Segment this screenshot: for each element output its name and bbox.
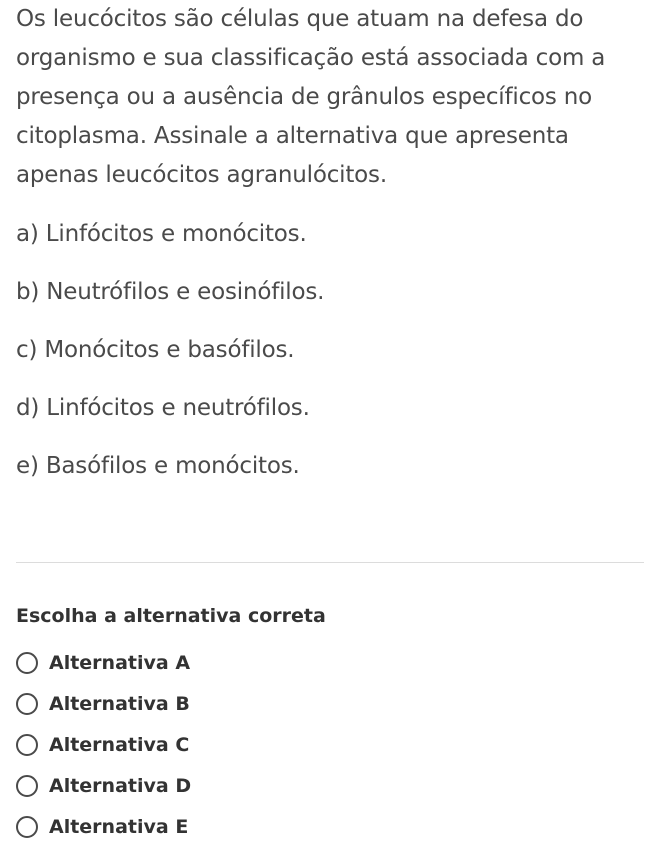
radio-label: Alternativa B: [49, 692, 190, 715]
question-options: [16, 215, 646, 486]
answer-section: [16, 604, 644, 847]
option-a: a) Linfócitos e monócitos.: [16, 221, 307, 247]
answer-prompt: Escolha a alternativa correta: [16, 605, 326, 627]
radio-circle-icon[interactable]: [16, 816, 38, 838]
question-block: [16, 0, 646, 505]
option-e: e) Basófilos e monócitos.: [16, 453, 300, 479]
radio-circle-icon[interactable]: [16, 775, 38, 797]
radio-alternativa-a[interactable]: [16, 642, 644, 683]
option-d: d) Linfócitos e neutrófilos.: [16, 395, 310, 421]
radio-alternativa-e[interactable]: [16, 806, 644, 847]
radio-label: Alternativa C: [49, 733, 190, 756]
radio-circle-icon[interactable]: [16, 734, 38, 756]
radio-circle-icon[interactable]: [16, 652, 38, 674]
radio-label: Alternativa A: [49, 651, 191, 674]
option-c: c) Monócitos e basófilos.: [16, 337, 295, 363]
radio-alternativa-b[interactable]: [16, 683, 644, 724]
option-b: b) Neutrófilos e eosinófilos.: [16, 279, 325, 305]
divider: [16, 562, 644, 563]
radio-label: Alternativa D: [49, 774, 192, 797]
radio-alternativa-d[interactable]: [16, 765, 644, 806]
question-text: Os leucócitos são células que atuam na defesa do organismo e sua classificação está associada com a presença ou a ausência de grânulos específicos no citoplasma. Assinale a alternativa que apresenta apenas leucócitos agranulócitos.: [16, 6, 606, 188]
radio-alternativa-c[interactable]: [16, 724, 644, 765]
radio-circle-icon[interactable]: [16, 693, 38, 715]
radio-label: Alternativa E: [49, 815, 189, 838]
